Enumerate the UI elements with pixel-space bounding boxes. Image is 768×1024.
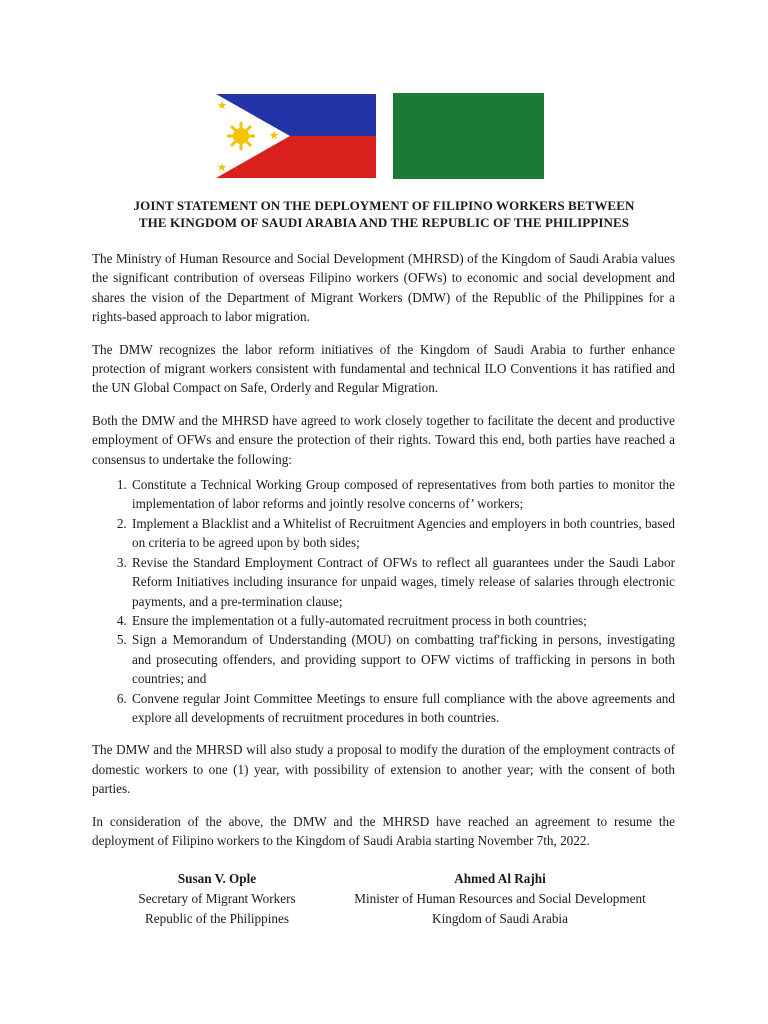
title-line-2: THE KINGDOM OF SAUDI ARABIA AND THE REPUBLIC OF THE PHILIPPINES (138, 215, 630, 230)
list-item: 6. Convene regular Joint Committee Meetings to ensure full compliance with the above agreements and explore all developments of recruitment procedures in both countries. (130, 689, 675, 728)
philippines-flag (216, 94, 376, 178)
list-item: 2. Implement a Blacklist and a Whitelist of Recruitment Agencies and employers in both countries, based on criteria to be agreed upon by both sides; (130, 514, 675, 553)
paragraph-1: The Ministry of Human Resource and Social Development (MHRSD) of the Kingdom of Saudi Arabia values the significant contribution of overseas Filipino workers (OFWs) to economic and social development and shares the vision of the Department of Migrant Workers (DMW) of the Republic of the Philippines for a rights-based approach to labor migration. (92, 251, 675, 325)
flags-row (0, 94, 768, 180)
list-item: 5. Sign a Memorandum of Understanding (MOU) on combatting traf'ficking in persons, investigating and prosecuting offenders, and providing support to OFW victims of trafficking in persons in both countries; and (130, 630, 675, 688)
signatory-name: Ahmed Al Rajhi (454, 871, 546, 886)
statement-body (92, 249, 675, 863)
signatory-philippines (108, 869, 326, 929)
list-item: 1. Constitute a Technical Working Group composed of representatives from both parties to monitor the implementation of labor reforms and jointly resolve concerns of’ workers; (130, 475, 675, 514)
title-line-1: JOINT STATEMENT ON THE DEPLOYMENT OF FILIPINO WORKERS BETWEEN (133, 198, 635, 213)
signatory-title: Minister of Human Resources and Social Development (354, 891, 646, 906)
signatory-org: Republic of the Philippines (145, 911, 289, 926)
paragraph-2: The DMW recognizes the labor reform initiatives of the Kingdom of Saudi Arabia to further enhance protection of migrant workers consistent with fundamental and technical ILO Conventions it has ratified and the UN Global Compact on Safe, Orderly and Regular Migration. (92, 341, 675, 396)
signatory-name: Susan V. Ople (177, 871, 257, 886)
signatory-org: Kingdom of Saudi Arabia (432, 911, 568, 926)
sun-icon (227, 122, 255, 150)
signatory-saudi-arabia (324, 869, 676, 929)
undertakings-list (92, 475, 675, 727)
signatory-title: Secretary of Migrant Workers (138, 891, 296, 906)
saudi-arabia-flag (393, 93, 544, 179)
list-item: 4. Ensure the implementation ot a fully-automated recruitment process in both countries; (130, 611, 675, 630)
paragraph-4: The DMW and the MHRSD will also study a proposal to modify the duration of the employment contracts of domestic workers to one (1) year, with possibility of extension to another year; with the consent of both parties. (92, 742, 675, 797)
paragraph-3: Both the DMW and the MHRSD have agreed to work closely together to facilitate the decent and productive employment of OFWs and ensure the protection of their rights. Toward this end, both parties have reached a consensus to undertake the following: (92, 412, 675, 467)
document-title (92, 197, 676, 231)
list-item: 3. Revise the Standard Employment Contract of OFWs to reflect all guarantees under the Saudi Labor Reform Initiatives including insurance for unpaid wages, timely release of salaries through electronic payments, and a pre-termination clause; (130, 553, 675, 611)
paragraph-5: In consideration of the above, the DMW and the MHRSD have reached an agreement to resume the deployment of Filipino workers to the Kingdom of Saudi Arabia starting November 7th, 2022. (92, 813, 675, 848)
